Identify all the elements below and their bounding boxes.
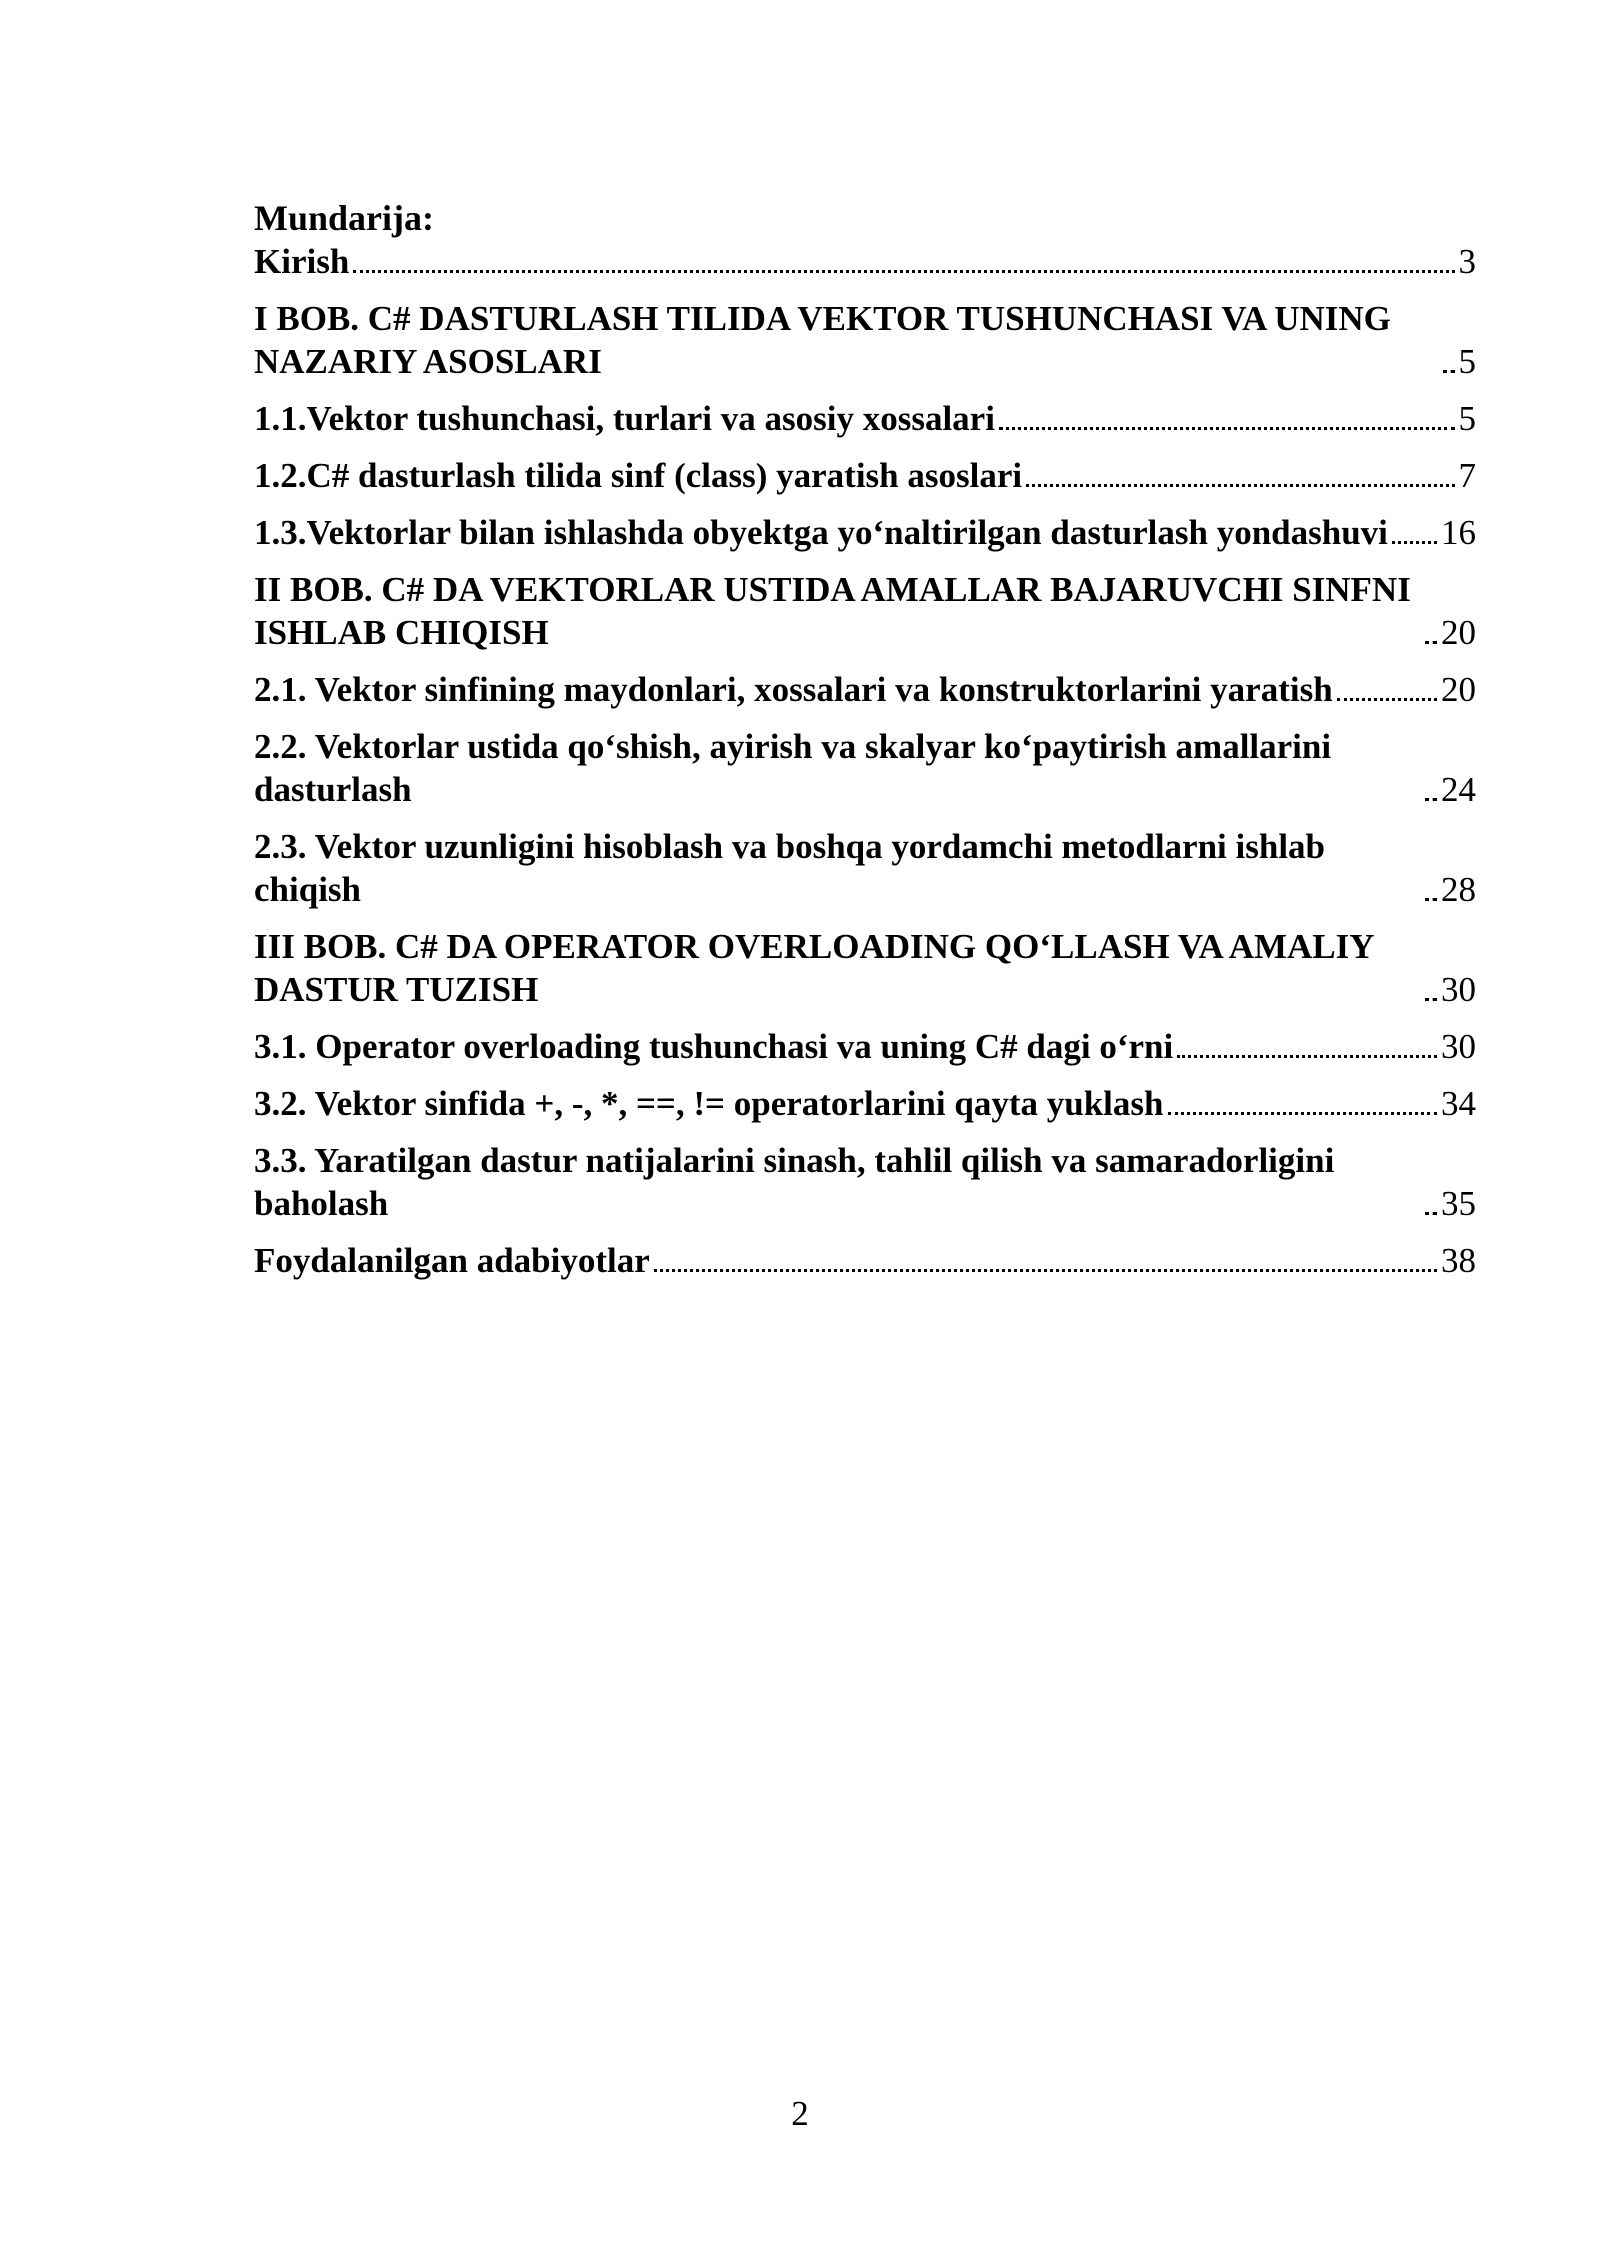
dot-leader <box>1392 540 1437 544</box>
dot-leader <box>1026 483 1454 487</box>
dot-leader <box>1425 1211 1437 1215</box>
toc-entry-page-number: 28 <box>1441 870 1476 909</box>
toc-entry-page-number: 30 <box>1441 1027 1476 1066</box>
toc-entry-title: 1.2.C# dasturlash tilida sinf (class) yaratish asoslari <box>254 456 1023 495</box>
toc-entry[interactable] <box>254 925 1476 1011</box>
toc-entry-page-number: 3 <box>1458 242 1476 281</box>
toc-entry[interactable] <box>254 1139 1476 1225</box>
toc-entry-title: I BOB. C# DASTURLASH TILIDA VEKTOR TUSHUNCHASI VA UNING NAZARIY ASOSLARI <box>254 299 1391 381</box>
toc-entry-title: II BOB. C# DA VEKTORLAR USTIDA AMALLAR BAJARUVCHI SINFNI ISHLAB CHIQISH <box>254 570 1411 652</box>
toc-entry-page-number: 7 <box>1458 456 1476 495</box>
toc-entry-title: Kirish <box>254 242 350 281</box>
toc-entry[interactable] <box>254 1082 1476 1125</box>
toc-entry-page-number: 30 <box>1441 970 1476 1009</box>
toc-entry-page-number: 35 <box>1441 1184 1476 1223</box>
toc-entry[interactable] <box>254 825 1476 911</box>
dot-leader <box>1425 897 1437 901</box>
toc-entry-title: Foydalanilgan adabiyotlar <box>254 1241 650 1280</box>
dot-leader <box>1337 697 1437 701</box>
toc-entry-title: 1.3.Vektorlar bilan ishlashda obyektga yo‘naltirilgan dasturlash yondashuvi <box>254 513 1388 552</box>
toc-entry[interactable] <box>254 397 1476 440</box>
toc-entry-page-number: 20 <box>1441 613 1476 652</box>
toc-entry[interactable] <box>254 240 1476 283</box>
dot-leader <box>1425 997 1437 1001</box>
table-of-contents <box>254 196 1476 1296</box>
toc-entry-page-number: 5 <box>1458 399 1476 438</box>
toc-entry[interactable] <box>254 454 1476 497</box>
toc-entry-list <box>254 240 1476 1282</box>
toc-entry[interactable] <box>254 1025 1476 1068</box>
toc-entry-title: 3.1. Operator overloading tushunchasi va uning C# dagi o‘rni <box>254 1027 1174 1066</box>
toc-heading: Mundarija: <box>254 198 434 238</box>
toc-entry-page-number: 20 <box>1441 670 1476 709</box>
dot-leader <box>1425 797 1437 801</box>
toc-entry[interactable] <box>254 1239 1476 1282</box>
toc-entry-title: III BOB. C# DA OPERATOR OVERLOADING QO‘LLASH VA AMALIY DASTUR TUZISH <box>254 927 1374 1009</box>
toc-entry[interactable] <box>254 511 1476 554</box>
toc-entry-title: 2.1. Vektor sinfining maydonlari, xossalari va konstruktorlarini yaratish <box>254 670 1333 709</box>
dot-leader <box>654 1268 1437 1272</box>
toc-entry[interactable] <box>254 568 1476 654</box>
toc-entry-title: 3.3. Yaratilgan dastur natijalarini sinash, tahlil qilish va samaradorligini baholash <box>254 1141 1335 1223</box>
toc-entry-page-number: 16 <box>1441 513 1476 552</box>
toc-entry-title: 2.2. Vektorlar ustida qo‘shish, ayirish va skalyar ko‘paytirish amallarini dasturlash <box>254 727 1332 809</box>
toc-entry[interactable] <box>254 668 1476 711</box>
toc-entry[interactable] <box>254 725 1476 811</box>
dot-leader <box>1177 1054 1437 1058</box>
toc-entry-title: 1.1.Vektor tushunchasi, turlari va asosiy xossalari <box>254 399 995 438</box>
dot-leader <box>353 269 1454 273</box>
dot-leader <box>999 426 1455 430</box>
toc-entry-page-number: 5 <box>1458 342 1476 381</box>
toc-entry-title: 3.2. Vektor sinfida +, -, *, ==, != operatorlarini qayta yuklash <box>254 1084 1164 1123</box>
toc-entry-page-number: 38 <box>1441 1241 1476 1280</box>
page-number: 2 <box>791 2094 809 2133</box>
toc-entry-page-number: 24 <box>1441 770 1476 809</box>
toc-entry[interactable] <box>254 297 1476 383</box>
dot-leader <box>1443 369 1455 373</box>
dot-leader <box>1425 640 1437 644</box>
toc-entry-title: 2.3. Vektor uzunligini hisoblash va boshqa yordamchi metodlarni ishlab chiqish <box>254 827 1326 909</box>
dot-leader <box>1168 1111 1438 1115</box>
toc-entry-page-number: 34 <box>1441 1084 1476 1123</box>
